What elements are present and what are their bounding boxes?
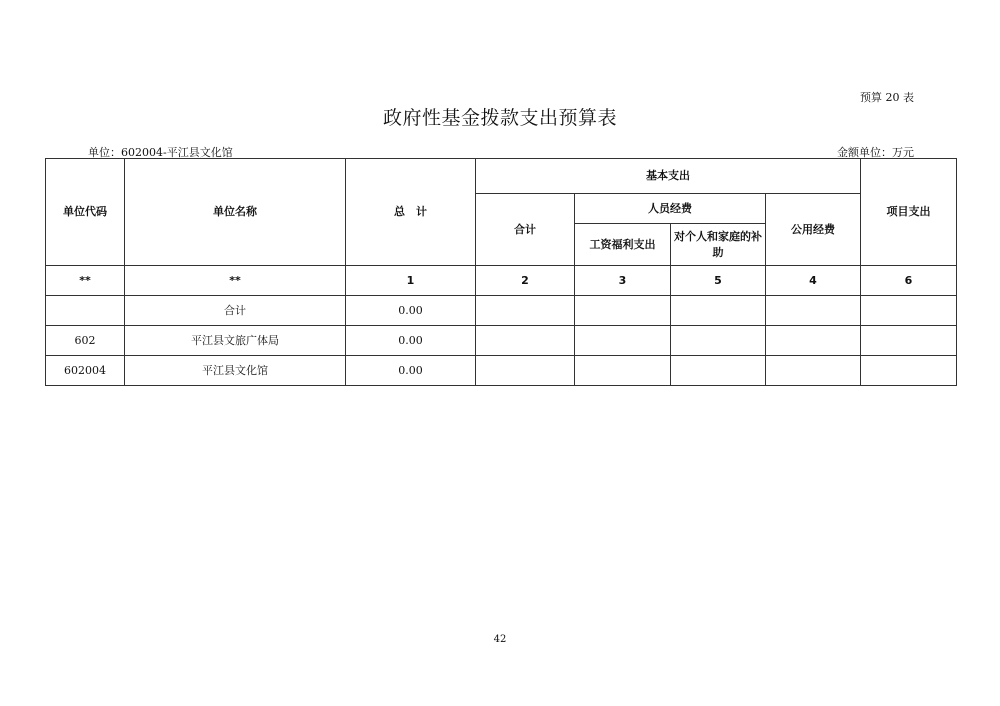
cell-wages-welfare <box>575 296 671 326</box>
cell-total: 0.00 <box>346 296 476 326</box>
cell-subtotal <box>476 296 575 326</box>
cell-unit-name: 平江县文旅广体局 <box>125 326 346 356</box>
cell-total: 0.00 <box>346 356 476 386</box>
cell-unit-name: 合计 <box>125 296 346 326</box>
header-individual-family-subsidy: 对个人和家庭的补助 <box>671 224 766 266</box>
cell-subtotal <box>476 326 575 356</box>
index-cell: ** <box>46 266 125 296</box>
page-number: 42 <box>493 634 507 645</box>
header-personnel-funds: 人员经费 <box>575 194 766 224</box>
index-cell: 6 <box>861 266 957 296</box>
cell-family-subsidy <box>671 356 766 386</box>
cell-total: 0.00 <box>346 326 476 356</box>
unit-label: 单位：602004-平江县文化馆 <box>88 146 233 159</box>
cell-unit-name: 平江县文化馆 <box>125 356 346 386</box>
index-cell: 4 <box>766 266 861 296</box>
index-cell: 3 <box>575 266 671 296</box>
table-row <box>46 326 957 356</box>
amount-unit-label: 金额单位：万元 <box>837 146 914 159</box>
cell-family-subsidy <box>671 326 766 356</box>
cell-project-expenditure <box>861 296 957 326</box>
cell-unit-code: 602 <box>46 326 125 356</box>
cell-project-expenditure <box>861 356 957 386</box>
header-public-funds: 公用经费 <box>766 194 861 266</box>
header-total: 总 计 <box>346 159 476 266</box>
cell-project-expenditure <box>861 326 957 356</box>
table-row <box>46 296 957 326</box>
header-project-expenditure: 项目支出 <box>861 159 957 266</box>
form-number: 预算 20 表 <box>860 91 914 104</box>
cell-wages-welfare <box>575 326 671 356</box>
cell-public-funds <box>766 326 861 356</box>
header-unit-name: 单位名称 <box>125 159 346 266</box>
cell-public-funds <box>766 356 861 386</box>
header-basic-expenditure: 基本支出 <box>476 159 861 194</box>
index-cell: 5 <box>671 266 766 296</box>
cell-family-subsidy <box>671 296 766 326</box>
index-row <box>46 266 957 296</box>
table-row <box>46 356 957 386</box>
cell-public-funds <box>766 296 861 326</box>
cell-subtotal <box>476 356 575 386</box>
cell-wages-welfare <box>575 356 671 386</box>
header-unit-code: 单位代码 <box>46 159 125 266</box>
cell-unit-code <box>46 296 125 326</box>
index-cell: 2 <box>476 266 575 296</box>
index-cell: 1 <box>346 266 476 296</box>
header-subtotal: 合计 <box>476 194 575 266</box>
cell-unit-code: 602004 <box>46 356 125 386</box>
page-title: 政府性基金拨款支出预算表 <box>382 107 617 129</box>
budget-table <box>45 158 957 386</box>
header-wages-welfare: 工资福利支出 <box>575 224 671 266</box>
index-cell: ** <box>125 266 346 296</box>
